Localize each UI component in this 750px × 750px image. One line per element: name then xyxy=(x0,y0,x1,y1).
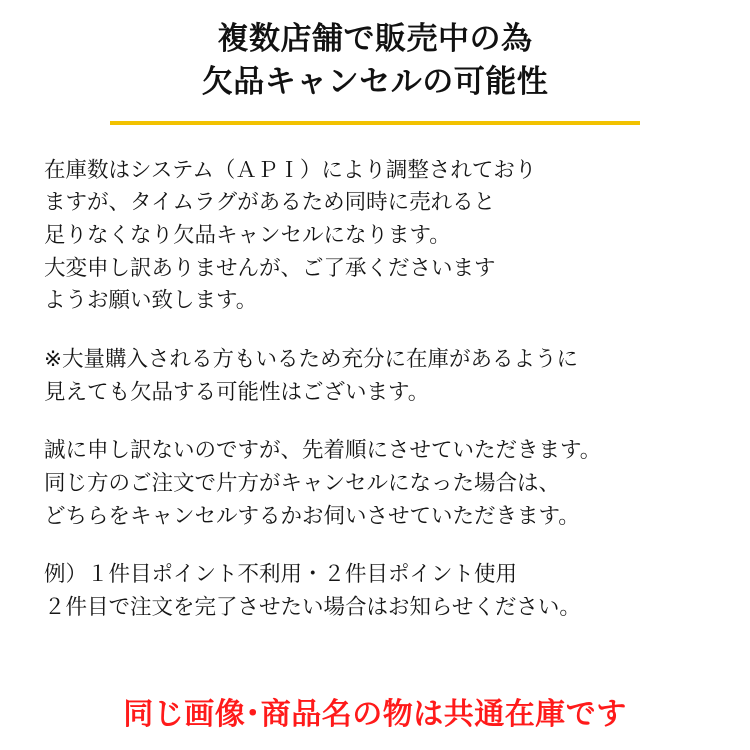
paragraph-line: ２件目で注文を完了させたい場合はお知らせください。 xyxy=(44,594,581,620)
paragraph-line: 誠に申し訳ないのですが、先着順にさせていただきます。 xyxy=(44,438,602,464)
paragraph-line: ようお願い致します。 xyxy=(44,288,258,314)
heading-line-1: 複数店舗で販売中の為 xyxy=(217,21,533,57)
underline-bar xyxy=(110,121,640,125)
paragraph-line: どちらをキャンセルするかお伺いさせていただきます。 xyxy=(44,503,580,529)
paragraph-line: ※大量購入される方もいるため充分に在庫があるように xyxy=(44,346,579,372)
paragraph-line: 在庫数はシステム（ＡＰＩ）により調整されており xyxy=(44,157,537,183)
heading-underline xyxy=(0,110,750,129)
paragraph-first-come-note xyxy=(44,435,706,533)
heading-line-2: 欠品キャンセルの可能性 xyxy=(201,63,549,100)
paragraph-line: 足りなくなり欠品キャンセルになります。 xyxy=(44,222,451,248)
paragraph-line: 例）１件目ポイント不利用・２件目ポイント使用 xyxy=(44,562,518,588)
footer-banner xyxy=(0,672,750,750)
paragraph-line: ますが、タイムラグがあるため同時に売れると xyxy=(44,190,496,216)
paragraph-line: 同じ方のご注文で片方がキャンセルになった場合は、 xyxy=(44,470,561,496)
paragraph-line: 大変申し訳ありませんが、ご了承くださいます xyxy=(44,255,496,281)
paragraph-bulk-purchase-note xyxy=(44,344,706,409)
paragraph-example-note xyxy=(44,559,706,624)
paragraph-line: 見えても欠品する可能性はございます。 xyxy=(44,379,430,405)
notice-body xyxy=(0,155,750,625)
paragraph-stock-api-notice xyxy=(44,155,706,318)
page-heading xyxy=(0,0,750,129)
footer-text: 同じ画像･商品名の物は共通在庫です xyxy=(123,697,627,732)
